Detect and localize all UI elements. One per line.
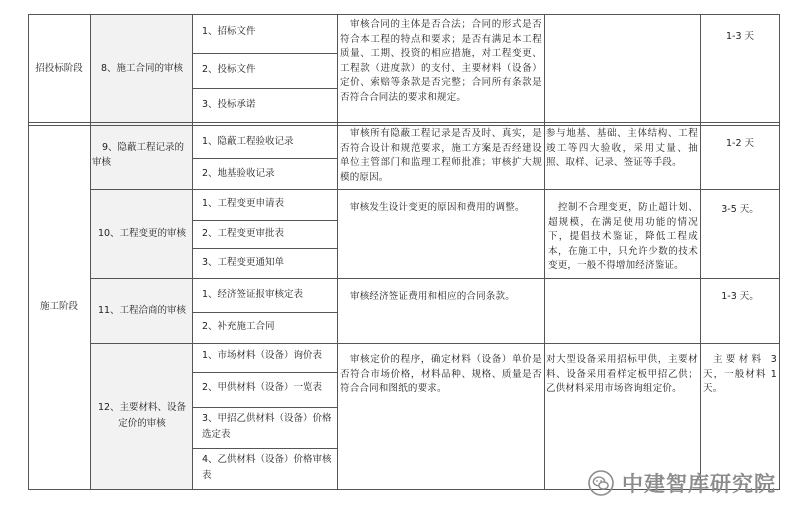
rule	[192, 14, 193, 490]
material-label: 3、投标承诺	[202, 99, 256, 110]
material-label: 3、工程变更通知单	[202, 257, 285, 268]
item-cell	[92, 140, 190, 170]
item-cell	[92, 278, 192, 343]
time-cell	[702, 201, 778, 219]
rule	[779, 14, 780, 490]
requirement-text: 审核所有隐蔽工程记录是否及时、真实，是否符合设计和规范要求，施工方案是否经建设单位主管部门和监理工程师批准；审核扩大规模的原因。	[340, 128, 542, 183]
requirement-cell	[340, 126, 542, 185]
item-label: 10、工程变更的审核	[97, 227, 187, 239]
item-cell	[92, 14, 192, 123]
time-cell	[702, 288, 778, 306]
stage-cell-bidding	[28, 14, 90, 123]
material-label: 2、工程变更审批表	[202, 228, 285, 239]
rule	[90, 278, 780, 279]
note-text: 控制不合理变更，防止超计划、超规模，在满足使用功能的情况下，提倡技术鉴证，降低工程成本，在施工中，只允许少数的技术变更，一般不得增加经济鉴证。	[548, 202, 698, 271]
note-cell	[546, 126, 698, 171]
material-cell	[194, 195, 334, 213]
material-cell	[194, 286, 334, 304]
rule	[192, 53, 337, 54]
material-label: 1、招标文件	[202, 26, 256, 37]
material-cell	[194, 452, 336, 484]
time-cell	[702, 28, 778, 46]
note-cell	[548, 201, 698, 274]
time-cell	[703, 353, 777, 397]
material-label: 1、经济签证报审核定表	[202, 289, 304, 300]
item-label: 11、工程洽商的审核	[97, 304, 187, 316]
requirement-cell	[340, 290, 542, 305]
material-cell	[194, 348, 336, 364]
rule	[90, 343, 780, 344]
stage-cell-construction	[28, 125, 90, 489]
material-label: 2、甲供材料（设备）一览表	[202, 382, 323, 393]
material-label: 1、工程变更申请表	[202, 198, 285, 209]
material-cell	[194, 318, 334, 336]
time-label: 3-5 天。	[721, 204, 759, 215]
stage-label: 招投标阶段	[35, 62, 83, 74]
rule	[192, 220, 337, 221]
rule	[337, 14, 338, 490]
material-cell	[194, 165, 334, 183]
requirement-cell	[340, 353, 542, 397]
item-label: 8、施工合同的审核	[100, 62, 184, 74]
material-cell	[194, 96, 334, 114]
note-cell	[546, 353, 698, 397]
material-label: 1、隐蔽工程验收记录	[202, 136, 294, 147]
material-cell	[194, 380, 336, 396]
material-label: 2、地基验收记录	[202, 168, 275, 179]
rule	[544, 14, 545, 490]
time-label: 1-2 天	[725, 138, 755, 149]
rule	[192, 248, 337, 249]
watermark	[588, 468, 776, 498]
requirement-text: 审核经济签证费用和相应的合同条款。	[350, 291, 515, 302]
material-label: 1、市场材料（设备）询价表	[202, 350, 323, 361]
requirement-text: 审核合同的主体是否合法；合同的形式是否符合本工程的特点和要求；是否有满足本工程质量、工期、投资的相应措施，对工程变更、工程款（进度款）的支付、主要材料（设备）定价、索赔等条款是否完整；合同所有条款是否符合合同法的要求和规定。	[340, 19, 542, 103]
rule	[90, 189, 780, 190]
rule	[90, 14, 91, 490]
material-label: 4、乙供材料（设备）价格审核表	[202, 454, 332, 481]
time-cell	[702, 135, 778, 153]
item-cell	[92, 343, 192, 489]
watermark-text: 中建智库研究院	[622, 472, 776, 496]
time-label: 1-3 天。	[721, 291, 759, 302]
rule	[192, 158, 337, 159]
wechat-icon	[588, 470, 614, 496]
material-cell	[194, 23, 334, 41]
time-label: 1-3 天	[725, 31, 755, 42]
material-cell	[194, 225, 334, 243]
requirement-text: 审核定价的程序，确定材料（设备）单价是否符合市场价格，材料品种、规格、质量是否符合合同和图纸的要求。	[340, 354, 542, 394]
rule	[192, 88, 337, 89]
requirement-cell	[340, 15, 542, 105]
material-cell	[194, 61, 334, 79]
rule	[192, 407, 337, 408]
time-label: 主要材料 3 天，一般材料 1 天。	[703, 354, 777, 394]
item-label: 9、隐蔽工程记录的审核	[92, 142, 185, 168]
rule	[192, 448, 337, 449]
material-label: 3、甲招乙供材料（设备）价格选定表	[202, 413, 332, 440]
note-text: 参与地基、基础、主体结构、工程竣工等四大验收，采用丈量、抽照、取样、记录、签证等手段。	[546, 128, 698, 168]
requirement-cell	[340, 201, 542, 216]
rule	[192, 312, 337, 313]
material-cell	[194, 411, 336, 443]
stage-label: 施工阶段	[39, 301, 78, 312]
material-cell	[194, 133, 334, 151]
item-cell	[92, 189, 192, 278]
requirement-text: 审核发生设计变更的原因和费用的调整。	[350, 202, 525, 213]
rule	[700, 14, 701, 490]
note-text: 对大型设备采用招标甲供，主要材料、设备采用看样定板甲招乙供；乙供材料采用市场咨询组定价。	[546, 354, 698, 394]
material-label: 2、投标文件	[202, 64, 256, 75]
item-label: 12、主要材料、设备定价的审核	[97, 402, 187, 429]
material-cell	[194, 254, 334, 272]
rule	[192, 372, 337, 373]
material-label: 2、补充施工合同	[202, 321, 275, 332]
